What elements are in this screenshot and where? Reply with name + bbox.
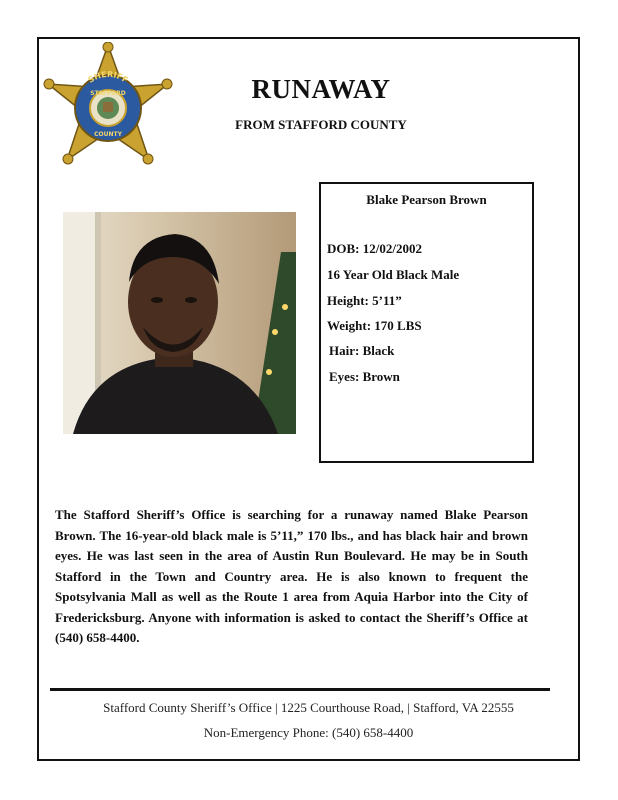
- person-details-box: [319, 182, 534, 463]
- case-description: The Stafford Sheriff’s Office is searching for a runaway named Blake Pearson Brown. The 16-year-old black male is 5’11,” 170 lbs., and has black hair and brown eyes. He was last seen in the area of Austin Run Boulevard. He may be in South Stafford in the Town and Country area. He is also known to frequent the Spotsylvania Mall as well as the Route 1 area from Aquia Harbor into the City of Fredericksburg. Anyone with information is asked to contact the Sheriff’s Office at (540) 658-4400.: [55, 507, 528, 645]
- footer-phone: Non-Emergency Phone: (540) 658-4400: [203, 725, 414, 740]
- footer-address: Stafford County Sheriff’s Office | 1225 Courthouse Road, | Stafford, VA 22555: [103, 700, 514, 715]
- person-dob: DOB: 12/02/2002: [327, 241, 422, 256]
- person-summary: 16 Year Old Black Male: [327, 267, 460, 282]
- missing-person-photo: [63, 212, 296, 434]
- person-name: Blake Pearson Brown: [366, 192, 487, 207]
- sheriff-star-badge: [41, 42, 175, 172]
- portrait-illustration: [63, 212, 296, 434]
- badge-text-top: SHERIFF: [86, 69, 130, 85]
- badge-text-bottom: COUNTY: [94, 131, 122, 138]
- page-title: RUNAWAY: [251, 74, 391, 104]
- page-subtitle: FROM STAFFORD COUNTY: [235, 117, 407, 132]
- badge-text-middle: STAFFORD: [90, 90, 126, 97]
- person-eyes: Eyes: Brown: [329, 369, 400, 384]
- footer-divider: [50, 688, 550, 691]
- person-hair: Hair: Black: [329, 343, 395, 358]
- person-weight: Weight: 170 LBS: [327, 318, 422, 333]
- person-height: Height: 5’11”: [327, 293, 402, 308]
